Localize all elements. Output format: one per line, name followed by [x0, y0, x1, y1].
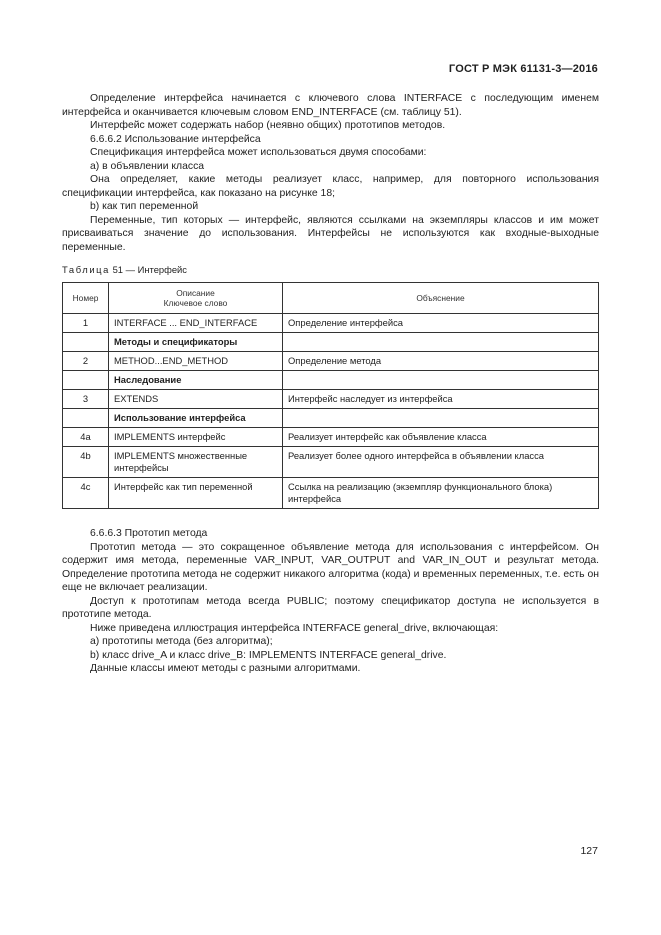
header-number: Номер: [63, 283, 109, 314]
top-text-block: [62, 92, 599, 254]
row-number: 4c: [63, 478, 109, 509]
section-heading: 6.6.6.2 Использование интерфейса: [90, 133, 261, 145]
header-explanation: Объяснение: [283, 283, 599, 314]
table-section-row: [63, 409, 599, 428]
paragraph: Данные классы имеют методы с разными алгоритмами.: [90, 663, 361, 674]
section-title: Использование интерфейса: [109, 409, 283, 428]
list-item: b) класс drive_A и класс drive_B: IMPLEMENTS INTERFACE general_drive.: [90, 649, 447, 661]
paragraph: Ниже приведена иллюстрация интерфейса INTERFACE general_drive, включающая:: [90, 622, 499, 634]
interface-table: [62, 282, 599, 509]
section-title: Методы и спецификаторы: [109, 333, 283, 352]
header-description: [109, 283, 283, 314]
paragraph: Интерфейс может содержать набор (неявно общих) прототипов методов.: [90, 120, 446, 131]
table-row: [63, 478, 599, 509]
section-title: Наследование: [109, 371, 283, 390]
row-keyword: METHOD...END_METHOD: [109, 352, 283, 371]
header-description-line2: Ключевое слово: [163, 298, 228, 308]
list-item: а) в объявлении класса: [90, 160, 205, 172]
row-explanation: Реализует более одного интерфейса в объявлении класса: [283, 447, 599, 478]
bottom-text-block: [62, 527, 599, 676]
paragraph: Определение интерфейса начинается с ключевого слова INTERFACE с последующим именем интерфейса и оканчивается ключевым словом END_INTERFACE (см. таблицу 51).: [62, 93, 599, 118]
list-item: b) как тип переменной: [90, 201, 199, 212]
table-header-row: [63, 283, 599, 314]
list-item: а) прототипы метода (без алгоритма);: [90, 636, 273, 647]
row-keyword: IMPLEMENTS множественные интерфейсы: [109, 447, 283, 478]
row-number: 4b: [63, 447, 109, 478]
document-header: ГОСТ Р МЭК 61131-3—2016: [448, 63, 598, 75]
row-explanation-empty: [283, 409, 599, 428]
row-keyword: IMPLEMENTS интерфейс: [109, 428, 283, 447]
row-keyword: INTERFACE ... END_INTERFACE: [109, 314, 283, 333]
paragraph: Спецификация интерфейса может использоваться двумя способами:: [90, 147, 427, 158]
row-number-empty: [63, 333, 109, 352]
paragraph: Она определяет, какие методы реализует класс, например, для повторного использования спецификации интерфейса, как показано на рисунке 18;: [62, 174, 599, 199]
table-section-row: [63, 333, 599, 352]
page-number: 127: [580, 845, 598, 857]
table-caption-prefix: Таблица: [62, 264, 110, 275]
row-explanation: Реализует интерфейс как объявление класса: [283, 428, 599, 447]
row-keyword: Интерфейс как тип переменной: [109, 478, 283, 509]
row-explanation-empty: [283, 371, 599, 390]
paragraph: Прототип метода — это сокращенное объявление метода для использования с интерфейсом. Он содержит имя метода, переменные VAR_INPUT, VAR_OUTPUT and VAR_IN_OUT и результат метода. Определение прототипа метода не содержит никакого алгоритма (кода) и временных переменных, т.е. есть он еще не включает реализации.: [62, 541, 599, 593]
table-section-row: [63, 371, 599, 390]
table-caption-title: 51 — Интерфейс: [109, 264, 187, 275]
row-explanation: Интерфейс наследует из интерфейса: [283, 390, 599, 409]
row-explanation: Определение метода: [283, 352, 599, 371]
row-number-empty: [63, 371, 109, 390]
row-keyword: EXTENDS: [109, 390, 283, 409]
table-row: [63, 428, 599, 447]
row-number: 1: [63, 314, 109, 333]
paragraph: Переменные, тип которых — интерфейс, являются ссылками на экземпляры классов и им может присваиваться значение до использования. Интерфейсы не используются как входные-выходные переменные.: [62, 214, 599, 253]
row-number-empty: [63, 409, 109, 428]
table-caption: [62, 264, 187, 275]
row-explanation-empty: [283, 333, 599, 352]
row-explanation: Определение интерфейса: [283, 314, 599, 333]
table-row: [63, 314, 599, 333]
row-number: 2: [63, 352, 109, 371]
paragraph: Доступ к прототипам метода всегда PUBLIC; поэтому спецификатор доступа не используется в прототипе метода.: [62, 595, 599, 620]
table-row: [63, 390, 599, 409]
row-number: 3: [63, 390, 109, 409]
section-heading: 6.6.6.3 Прототип метода: [90, 528, 208, 539]
table-row: [63, 352, 599, 371]
row-explanation: Ссылка на реализацию (экземпляр функционального блока) интерфейса: [283, 478, 599, 509]
table-row: [63, 447, 599, 478]
row-number: 4a: [63, 428, 109, 447]
header-description-line1: Описание: [176, 288, 215, 298]
